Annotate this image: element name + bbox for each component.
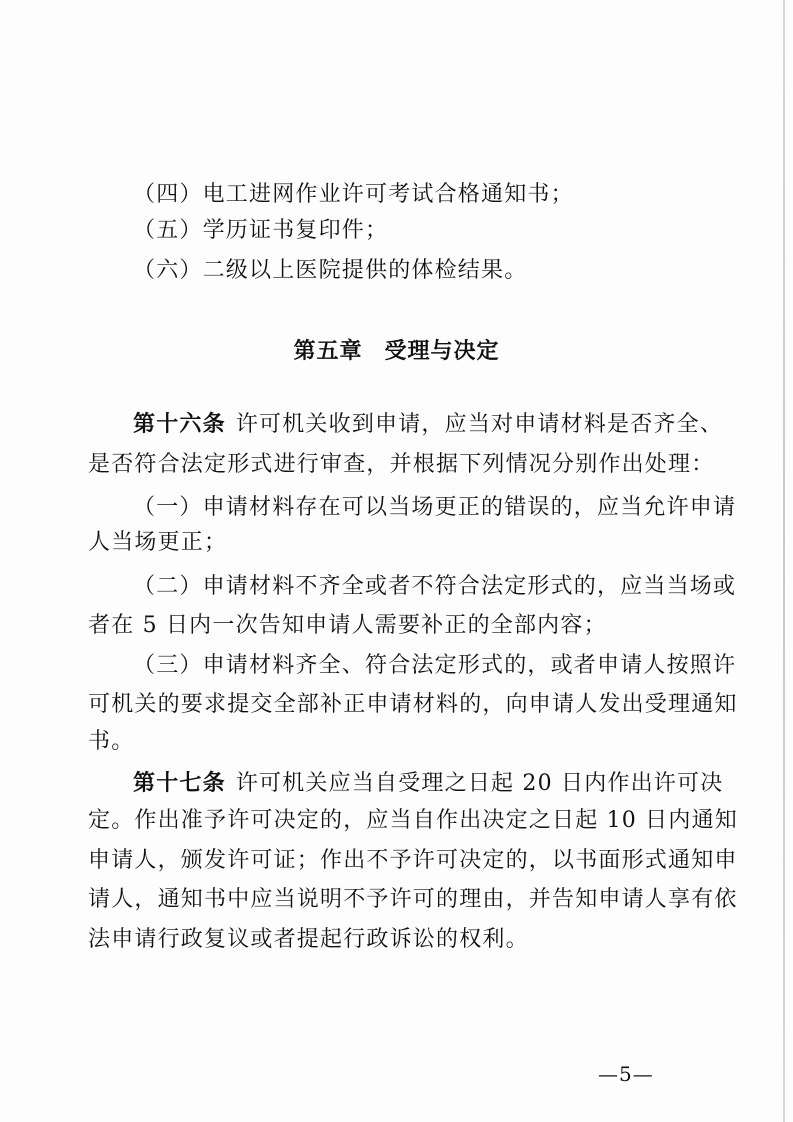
- article-17-line-5: 法申请行政复议或者提起行政诉讼的权利。: [88, 927, 529, 952]
- page-number: —5—: [598, 1062, 654, 1086]
- article-16-text: 许可机关收到申请，应当对申请材料是否齐全、: [235, 412, 724, 437]
- article-17-line-3: 申请人，颁发许可证；作出不予许可决定的，以书面形式通知申: [88, 848, 738, 873]
- chapter-number: 第五章: [293, 338, 363, 364]
- article-17-line-2: 定。作出准予许可决定的，应当自作出决定之日起 10 日内通知: [88, 808, 738, 833]
- list-item-6: （六）二级以上医院提供的体检结果。: [133, 258, 528, 283]
- article-16-sub2-line-1: （二）申请材料不齐全或者不符合法定形式的，应当当场或: [133, 574, 737, 599]
- list-item-5: （五）学历证书复印件；: [133, 218, 389, 243]
- article-16-line-2: 是否符合法定形式进行审查，并根据下列情况分别作出处理：: [88, 452, 715, 477]
- article-16-sub2-line-2: 者在 5 日内一次告知申请人需要补正的全部内容；: [88, 613, 607, 638]
- chapter-heading: [0, 336, 793, 366]
- article-16-number: 第十六条: [133, 411, 226, 437]
- article-16-sub3-line-1: （三）申请材料齐全、符合法定形式的，或者申请人按照许: [133, 653, 737, 678]
- article-16-sub1-line-1: （一）申请材料存在可以当场更正的错误的，应当允许申请: [133, 495, 737, 520]
- list-item-4: （四）电工进网作业许可考试合格通知书；: [133, 182, 574, 207]
- article-16-sub3-line-2: 可机关的要求提交全部补正申请材料的，向申请人发出受理通知: [88, 692, 738, 717]
- chapter-title: 受理与决定: [384, 338, 500, 364]
- article-17-number: 第十七条: [133, 770, 226, 796]
- article-17-text: 许可机关应当自受理之日起 20 日内作出许可决: [235, 771, 724, 796]
- article-16-sub3-line-3: 书。: [88, 729, 135, 754]
- article-16-sub1-line-2: 人当场更正；: [88, 530, 228, 555]
- scan-edge-shadow: [783, 0, 785, 1122]
- article-16-first-line: [133, 409, 723, 440]
- article-17-line-4: 请人，通知书中应当说明不予许可的理由，并告知申请人享有依: [88, 887, 738, 912]
- article-17-first-line: [133, 768, 723, 799]
